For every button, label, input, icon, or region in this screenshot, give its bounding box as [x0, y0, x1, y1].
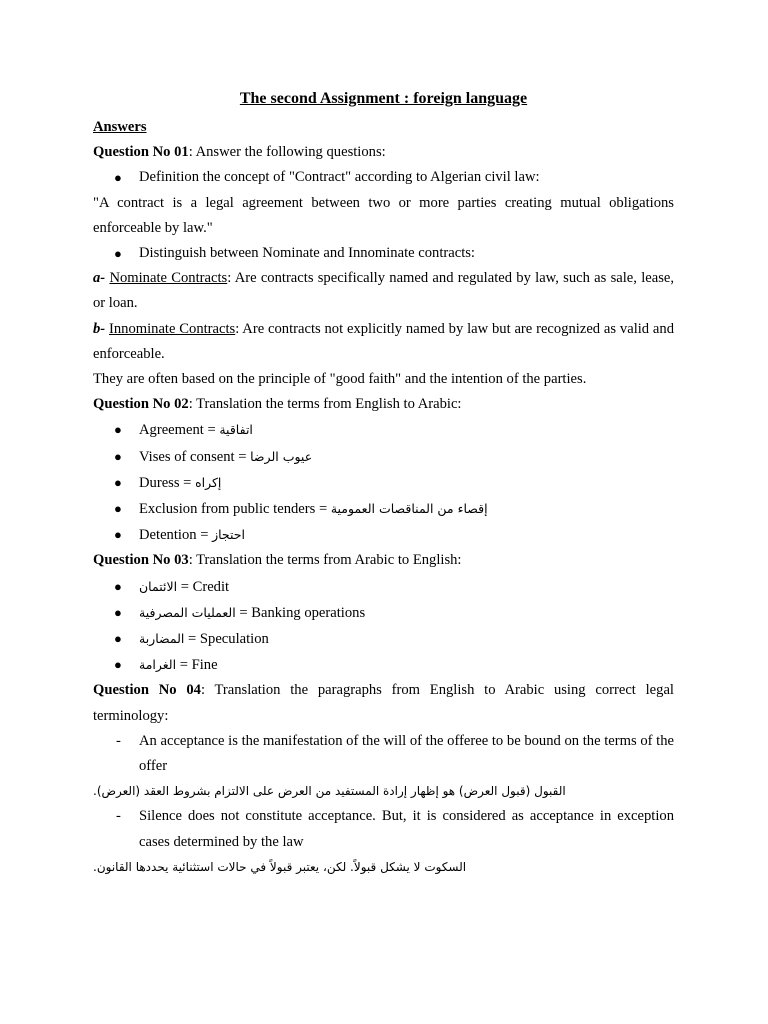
bullet-icon: ●: [114, 170, 122, 186]
list-item: - Silence does not constitute acceptance. But, it is considered as acceptance in exception cases determined by the law: [116, 808, 674, 850]
list-item: ● المضاربة = Speculation: [93, 626, 674, 652]
list-item: ● Definition the concept of "Contract" according to Algerian civil law:: [93, 165, 674, 190]
question-3-heading: Question No 03: Translation the terms from Arabic to English:: [93, 552, 462, 569]
good-faith-note: They are often based on the principle of "good faith" and the intention of the parties.: [93, 371, 587, 388]
list-item: ● Detention = احتجاز: [93, 522, 674, 548]
contract-definition: "A contract is a legal agreement between two or more parties creating mutual obligations enforceable by law.": [93, 194, 674, 236]
document-body: [93, 86, 674, 880]
arabic-translation-1: القبول (قبول العرض) هو إظهار إرادة المستفيد من العرض على الالتزام بشروط العقد (العرض).: [93, 784, 566, 799]
bullet-icon: ●: [114, 422, 122, 438]
question-3-terms: [93, 574, 674, 679]
bullet-icon: ●: [114, 527, 122, 543]
bullet-icon: ●: [114, 501, 122, 517]
bullet-icon: ●: [114, 448, 122, 464]
question-1-heading: Question No 01: Answer the following questions:: [93, 144, 386, 161]
list-item: ● Agreement = اتفاقية: [93, 417, 674, 443]
arabic-translation-2: السكوت لا يشكل قبولاً. لكن، يعتبر قبولاً في حالات استثنائية يحددها القانون.: [93, 859, 467, 874]
list-item: - An acceptance is the manifestation of the will of the offeree to be bound on the terms of the offer: [116, 732, 674, 775]
bullet-icon: ●: [114, 604, 122, 620]
question-2-heading: Question No 02: Translation the terms from English to Arabic:: [93, 396, 462, 413]
innominate-contracts-paragraph: b- Innominate Contracts: Are contracts not explicitly named by law but are recognized as valid and enforceable.: [93, 320, 674, 362]
bullet-icon: ●: [114, 474, 122, 490]
nominate-contracts-paragraph: a- Nominate Contracts: Are contracts specifically named and regulated by law, such as sale, lease, or loan.: [93, 270, 675, 312]
answers-heading: Answers: [93, 119, 147, 135]
question-1-bullets-2: [93, 241, 674, 266]
question-1-bullets: [93, 165, 674, 190]
list-item: ● Duress = إكراه: [93, 470, 674, 496]
list-item: ● الغرامة = Fine: [93, 652, 674, 678]
bullet-icon: ●: [114, 657, 122, 673]
list-item: ● العمليات المصرفية = Banking operations: [93, 600, 674, 626]
bullet-icon: ●: [114, 246, 122, 262]
list-item: ● Vises of consent = عيوب الرضا: [93, 444, 674, 470]
list-item: ● Exclusion from public tenders = إقصاء من المناقصات العمومية: [93, 496, 674, 522]
question-2-terms: [93, 417, 674, 548]
question-4-heading: Question No 04: Translation the paragraphs from English to Arabic using correct legal terminology:: [93, 682, 674, 724]
page-title: The second Assignment : foreign language: [239, 90, 528, 107]
bullet-icon: ●: [114, 631, 122, 647]
question-4-paragraph-2: [93, 804, 674, 854]
list-item: ● الائتمان = Credit: [93, 574, 674, 600]
question-4-paragraph-1: [93, 729, 674, 779]
bullet-icon: ●: [114, 578, 122, 594]
list-item: ● Distinguish between Nominate and Innominate contracts:: [93, 241, 674, 266]
